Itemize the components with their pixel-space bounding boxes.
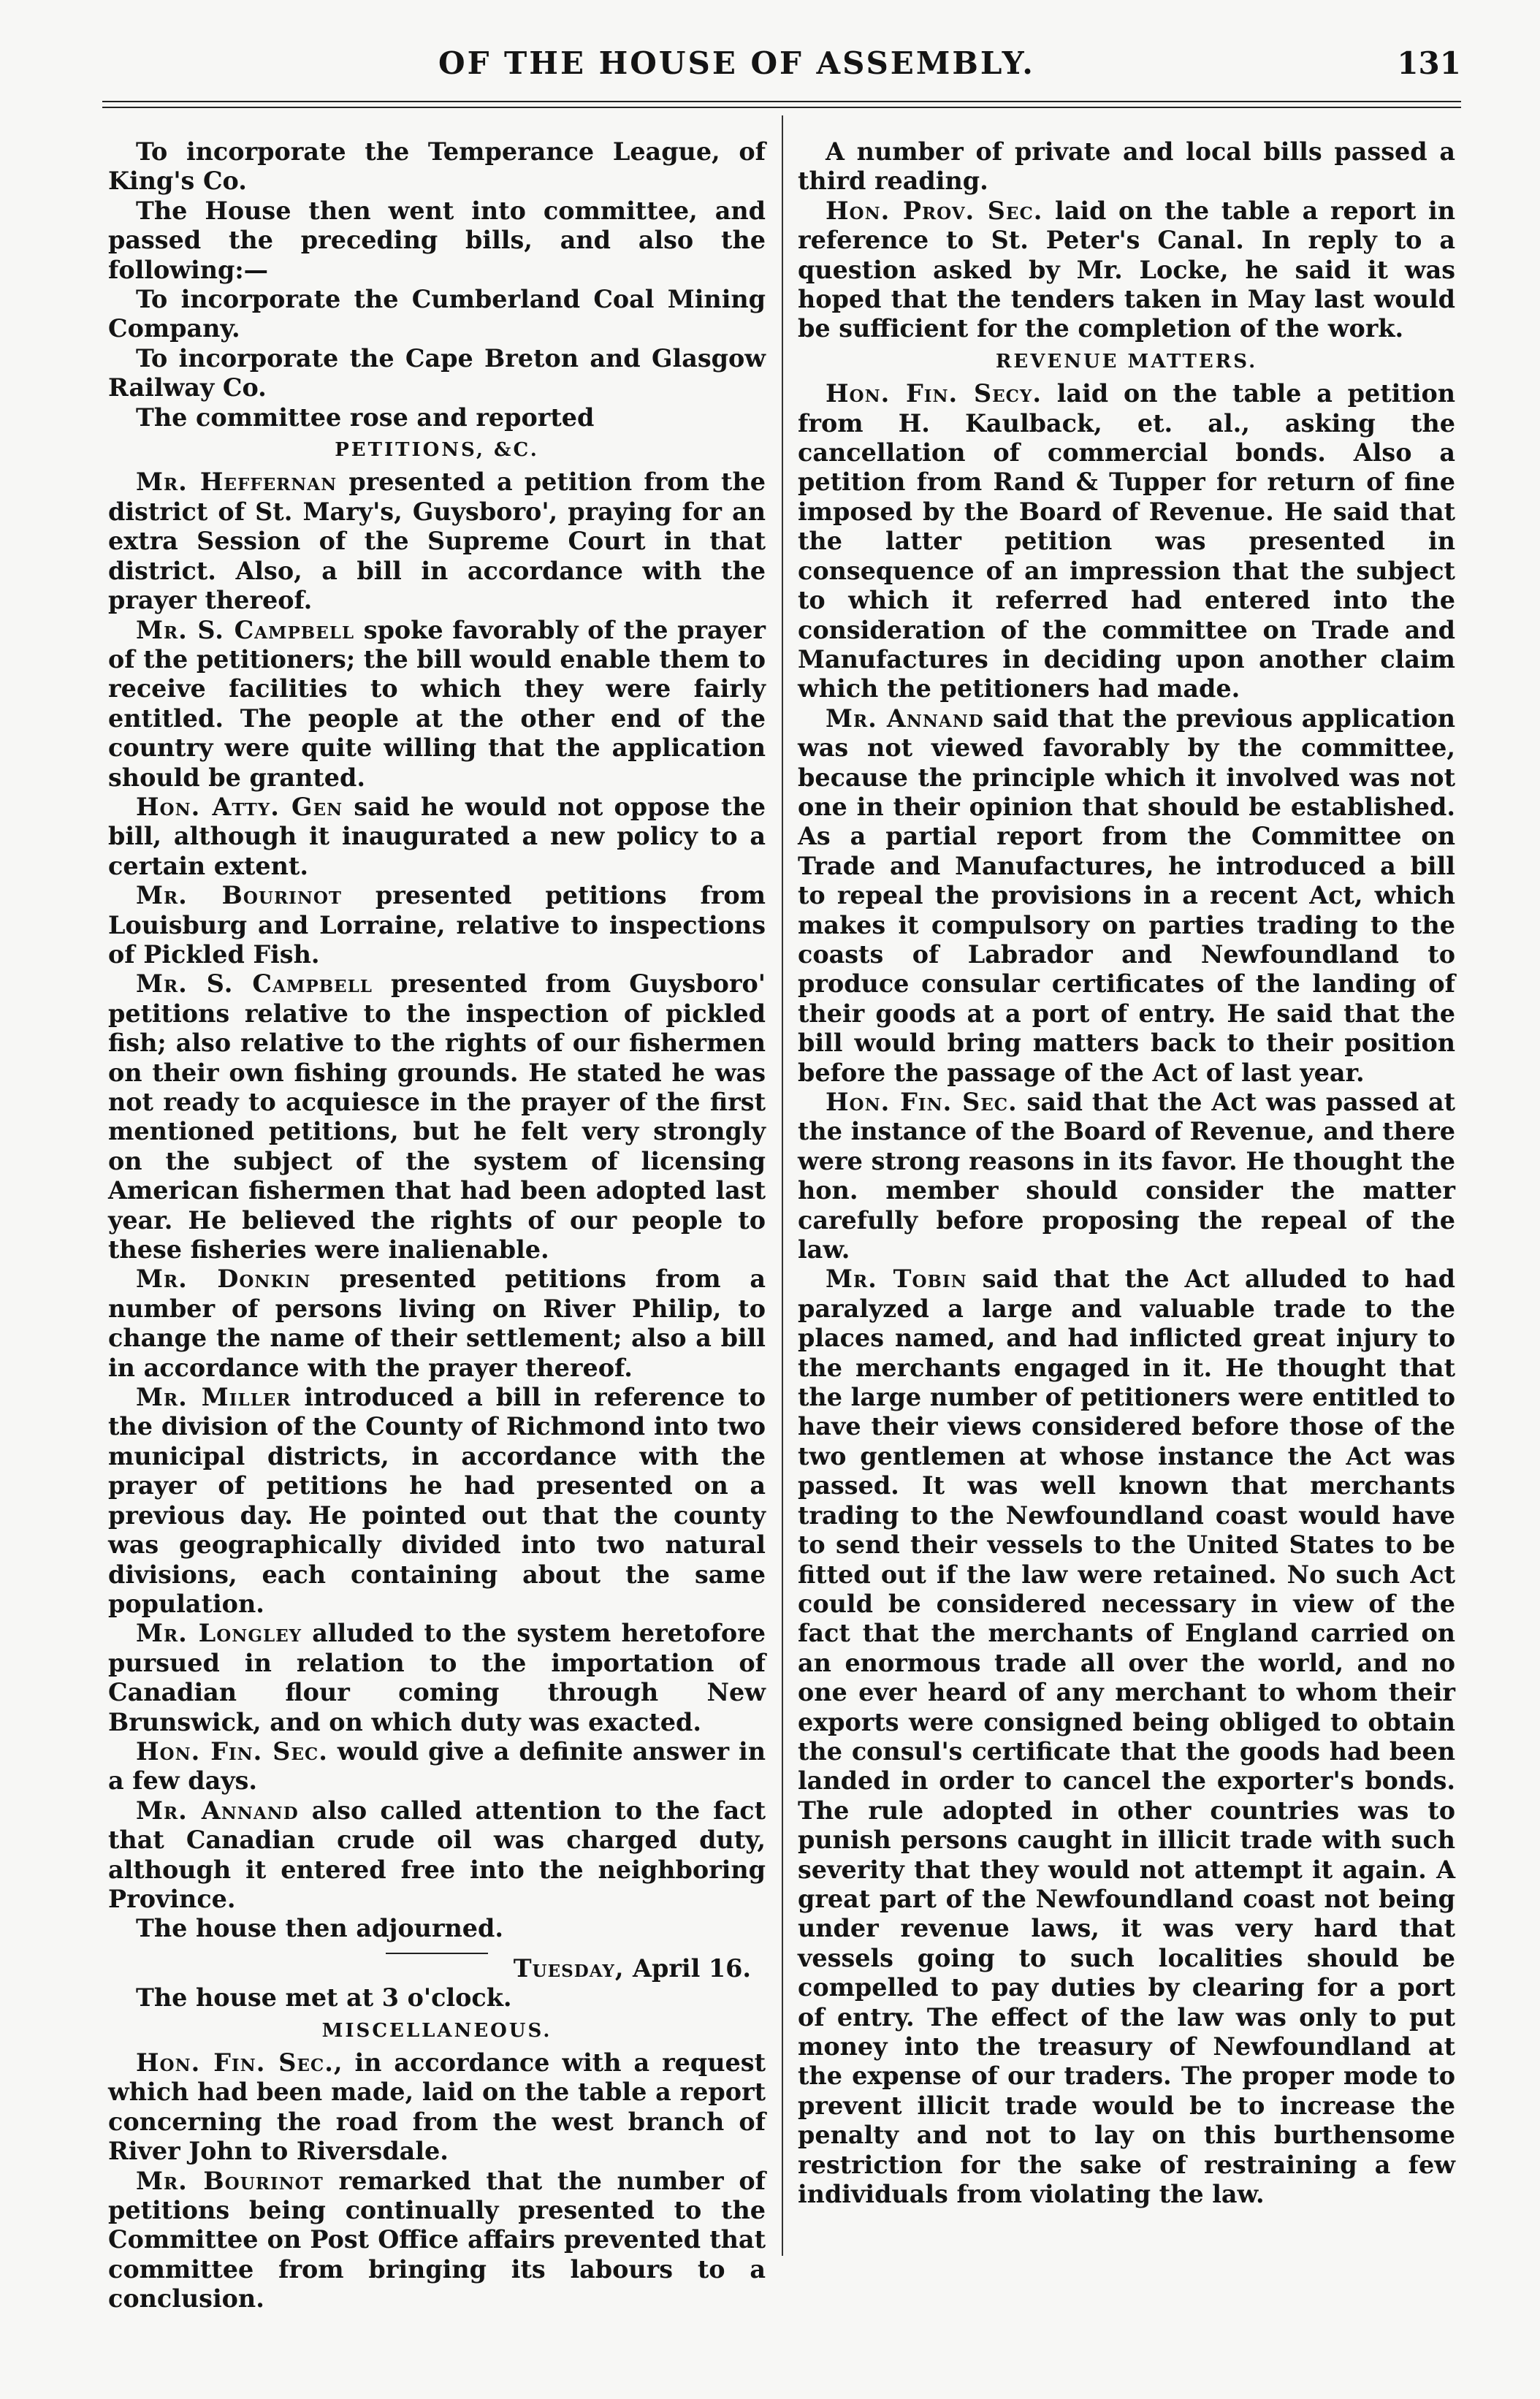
page-header [102,45,1461,89]
column-divider [782,115,783,2256]
header-rule-double [102,107,1461,108]
paragraph [798,197,1455,344]
dateline-day: Tuesday, [513,1953,625,1983]
running-title: OF THE HOUSE OF ASSEMBLY. [438,45,1035,81]
paragraph [108,969,766,1265]
paragraph-text: presented petitions from a number of persons living on River Philip, to change the name of their settlement; also a bill in accordance with the prayer thereof. [108,1265,766,1382]
speaker-name: Mr. Longley [136,1619,302,1648]
speaker-name: Mr. S. Campbell [136,615,355,644]
paragraph [108,2048,766,2167]
header-rule [102,101,1461,102]
paragraph [798,1088,1455,1265]
speaker-name: Mr. Donkin [136,1265,311,1294]
speaker-name: Hon. Fin. Sec. [136,1736,328,1766]
paragraph [108,881,766,969]
paragraph [108,616,766,793]
paragraph [108,2167,766,2314]
paragraph: To incorporate the Cape Breton and Glasgow Railway Co. [108,343,766,403]
speaker-name: Hon. Fin. Sec. [136,2048,334,2077]
paragraph-text: alluded to the system heretofore pursued in relation to the importation of Canadian flour coming through New Brunswick, and on which duty was exacted. [108,1619,766,1736]
paragraph-text: said that the previous application was not viewed favorably by the committee, because the principle which it involved was not one in their opinion that should be established. As a partial report from the Committee on Trade and Manufactures, he introduced a bill to repeal the provisions in a recent Act, which makes it compulsory on parties trading to the coasts of Labrador and Newfoundland to produce consular certificates of the landing of their goods at a port of entry. He said that the bill would bring matters back to their position before the passage of the Act of last year. [798,703,1456,1087]
paragraph: The House then went into committee, and passed the preceding bills, and also the following:— [108,196,766,284]
section-heading-miscellaneous: MISCELLANEOUS. [321,2019,552,2042]
paragraph: To incorporate the Temperance League, of King's Co. [108,137,766,196]
paragraph-text: said that the Act alluded to had paralyzed a large and valuable trade to the places named, and had inflicted great injury to the merchants engaged in it. He thought that the large number of petitioners were entitled to have their views considered before those of the two gentlemen at whose instance the Act was passed. It was well known that merchants trading to the Newfoundland coast would have to send their vessels to the United States to be fitted out if the law were retained. No such Act could be considered necessary in view of the fact that the merchants of England carried on an enormous trade all over the world, and no one ever heard of any merchant to whom their exports were consigned being obliged to obtain the consul's certificate that the goods had been landed in order to cancel the exporter's bonds. The rule adopted in other countries was to punish persons caught in illicit trade with such severity that they would not attempt it again. A great part of the Newfoundland coast not being under revenue laws, it was very hard that vessels going to such localities should be compelled to pay duties by clearing for a port of entry. The effect of the law was only to put money into the treasury of Newfoundland at the expense of our traders. The proper mode to prevent illicit trade would be to increase the penalty and not to lay on this burthensome restriction for the sake of restraining a few individuals from violating the law. [798,1265,1455,2209]
paragraph: The committee rose and reported [136,403,595,432]
paragraph-text: presented from Guysboro' petitions relative to the inspection of pickled fish; also relative to the rights of our fishermen on their own fishing grounds. He stated he was not ready to acquiesce in the prayer of the first mentioned petitions, but he felt very strongly on the subject of the system of licensing American fishermen that had been adopted last year. He believed the rights of our people to these fisheries were inalienable. [108,969,766,1265]
paragraph [108,793,766,881]
paragraph [108,1265,766,1383]
paragraph-text: laid on the table a petition from H. Kaulback, et. al., asking the cancellation of commercial bonds. Also a petition from Rand & Tupper for return of fine imposed by the Board of Revenue. He said that the latter petition was presented in consequence of an impression that the subject to which it referred had entered into the consideration of the committee on Trade and Manufactures in deciding upon another claim which the petitioners had made. [798,379,1456,703]
section-heading-petitions: PETITIONS, &C. [335,439,539,462]
paragraph-text: laid on the table a report in reference to St. Peter's Canal. In reply to a question asked by Mr. Locke, he said it was hoped that the tenders taken in May last would be sufficient for the completion of the work. [798,196,1455,343]
paragraph [108,468,766,615]
paragraph [798,379,1455,703]
speaker-name: Mr. Miller [136,1383,291,1412]
dateline [108,1954,766,1983]
paragraph: The house then adjourned. [136,1914,504,1943]
speaker-name: Mr. Annand [136,1796,299,1825]
paragraph-text: would give a definite answer in a few days. [108,1736,766,1796]
paragraph [798,704,1455,1088]
dateline-date: April 16. [624,1953,751,1983]
left-column [108,137,766,2314]
paragraph-text: presented a petition from the district of St. Mary's, Guysboro', praying for an extra Session of the Supreme Court in that district. Also, a bill in accordance with the prayer thereof. [108,468,766,615]
paragraph [108,1737,766,1796]
speaker-name: Hon. Fin. Sec. [826,1088,1018,1116]
speaker-name: Hon. Fin. Secy. [826,379,1042,408]
paragraph-text: presented petitions from Louisburg and Lorraine, relative to inspections of Pickled Fish. [108,881,766,969]
paragraph [108,1619,766,1737]
speaker-name: Hon. Atty. Gen [136,792,343,821]
paragraph [798,1265,1455,2209]
section-heading-revenue: REVENUE MATTERS. [995,350,1258,373]
right-column [798,137,1455,2209]
paragraph-text: spoke favorably of the prayer of the petitioners; the bill would enable them to receive facilities to which they were fairly entitled. The people at the other end of the country were quite willing that the application should be granted. [108,615,766,792]
paragraph-text: also called attention to the fact that Canadian crude oil was charged duty, although it entered free into the neighboring Province. [108,1796,766,1913]
speaker-name: Mr. Heffernan [136,468,338,497]
paragraph: A number of private and local bills passed a third reading. [798,137,1455,196]
paragraph-text: said that the Act was passed at the instance of the Board of Revenue, and there were strong reasons in its favor. He thought the hon. member should consider the matter carefully before proposing the repeal of the law. [798,1088,1455,1265]
paragraph-text: remarked that the number of petitions being continually presented to the Committee on Post Office affairs prevented that committee from bringing its labours to a conclusion. [108,2166,766,2314]
speaker-name: Mr. S. Campbell [136,969,373,999]
paragraph-text: introduced a bill in reference to the division of the County of Richmond into two municipal districts, in accordance with the prayer of petitions he had presented on a previous day. He pointed out that the county was geographically divided into two natural divisions, each containing about the same population. [108,1383,766,1618]
paragraph-text: said he would not oppose the bill, although it inaugurated a new policy to a certain extent. [108,792,766,880]
paragraph-text: , in accordance with a request which had been made, laid on the table a report concerning the road from the west branch of River John to Riversdale. [108,2048,766,2166]
page-number: 131 [1397,45,1461,81]
speaker-name: Mr. Bourinot [136,881,342,910]
paragraph [108,1383,766,1619]
speaker-name: Mr. Annand [826,703,984,733]
paragraph: The house met at 3 o'clock. [136,1983,512,2013]
speaker-name: Mr. Bourinot [136,2166,324,2195]
paragraph [108,1796,766,1915]
speaker-name: Mr. Tobin [826,1265,967,1294]
speaker-name: Hon. Prov. Sec. [826,196,1043,225]
paragraph: To incorporate the Cumberland Coal Mining Company. [108,285,766,343]
